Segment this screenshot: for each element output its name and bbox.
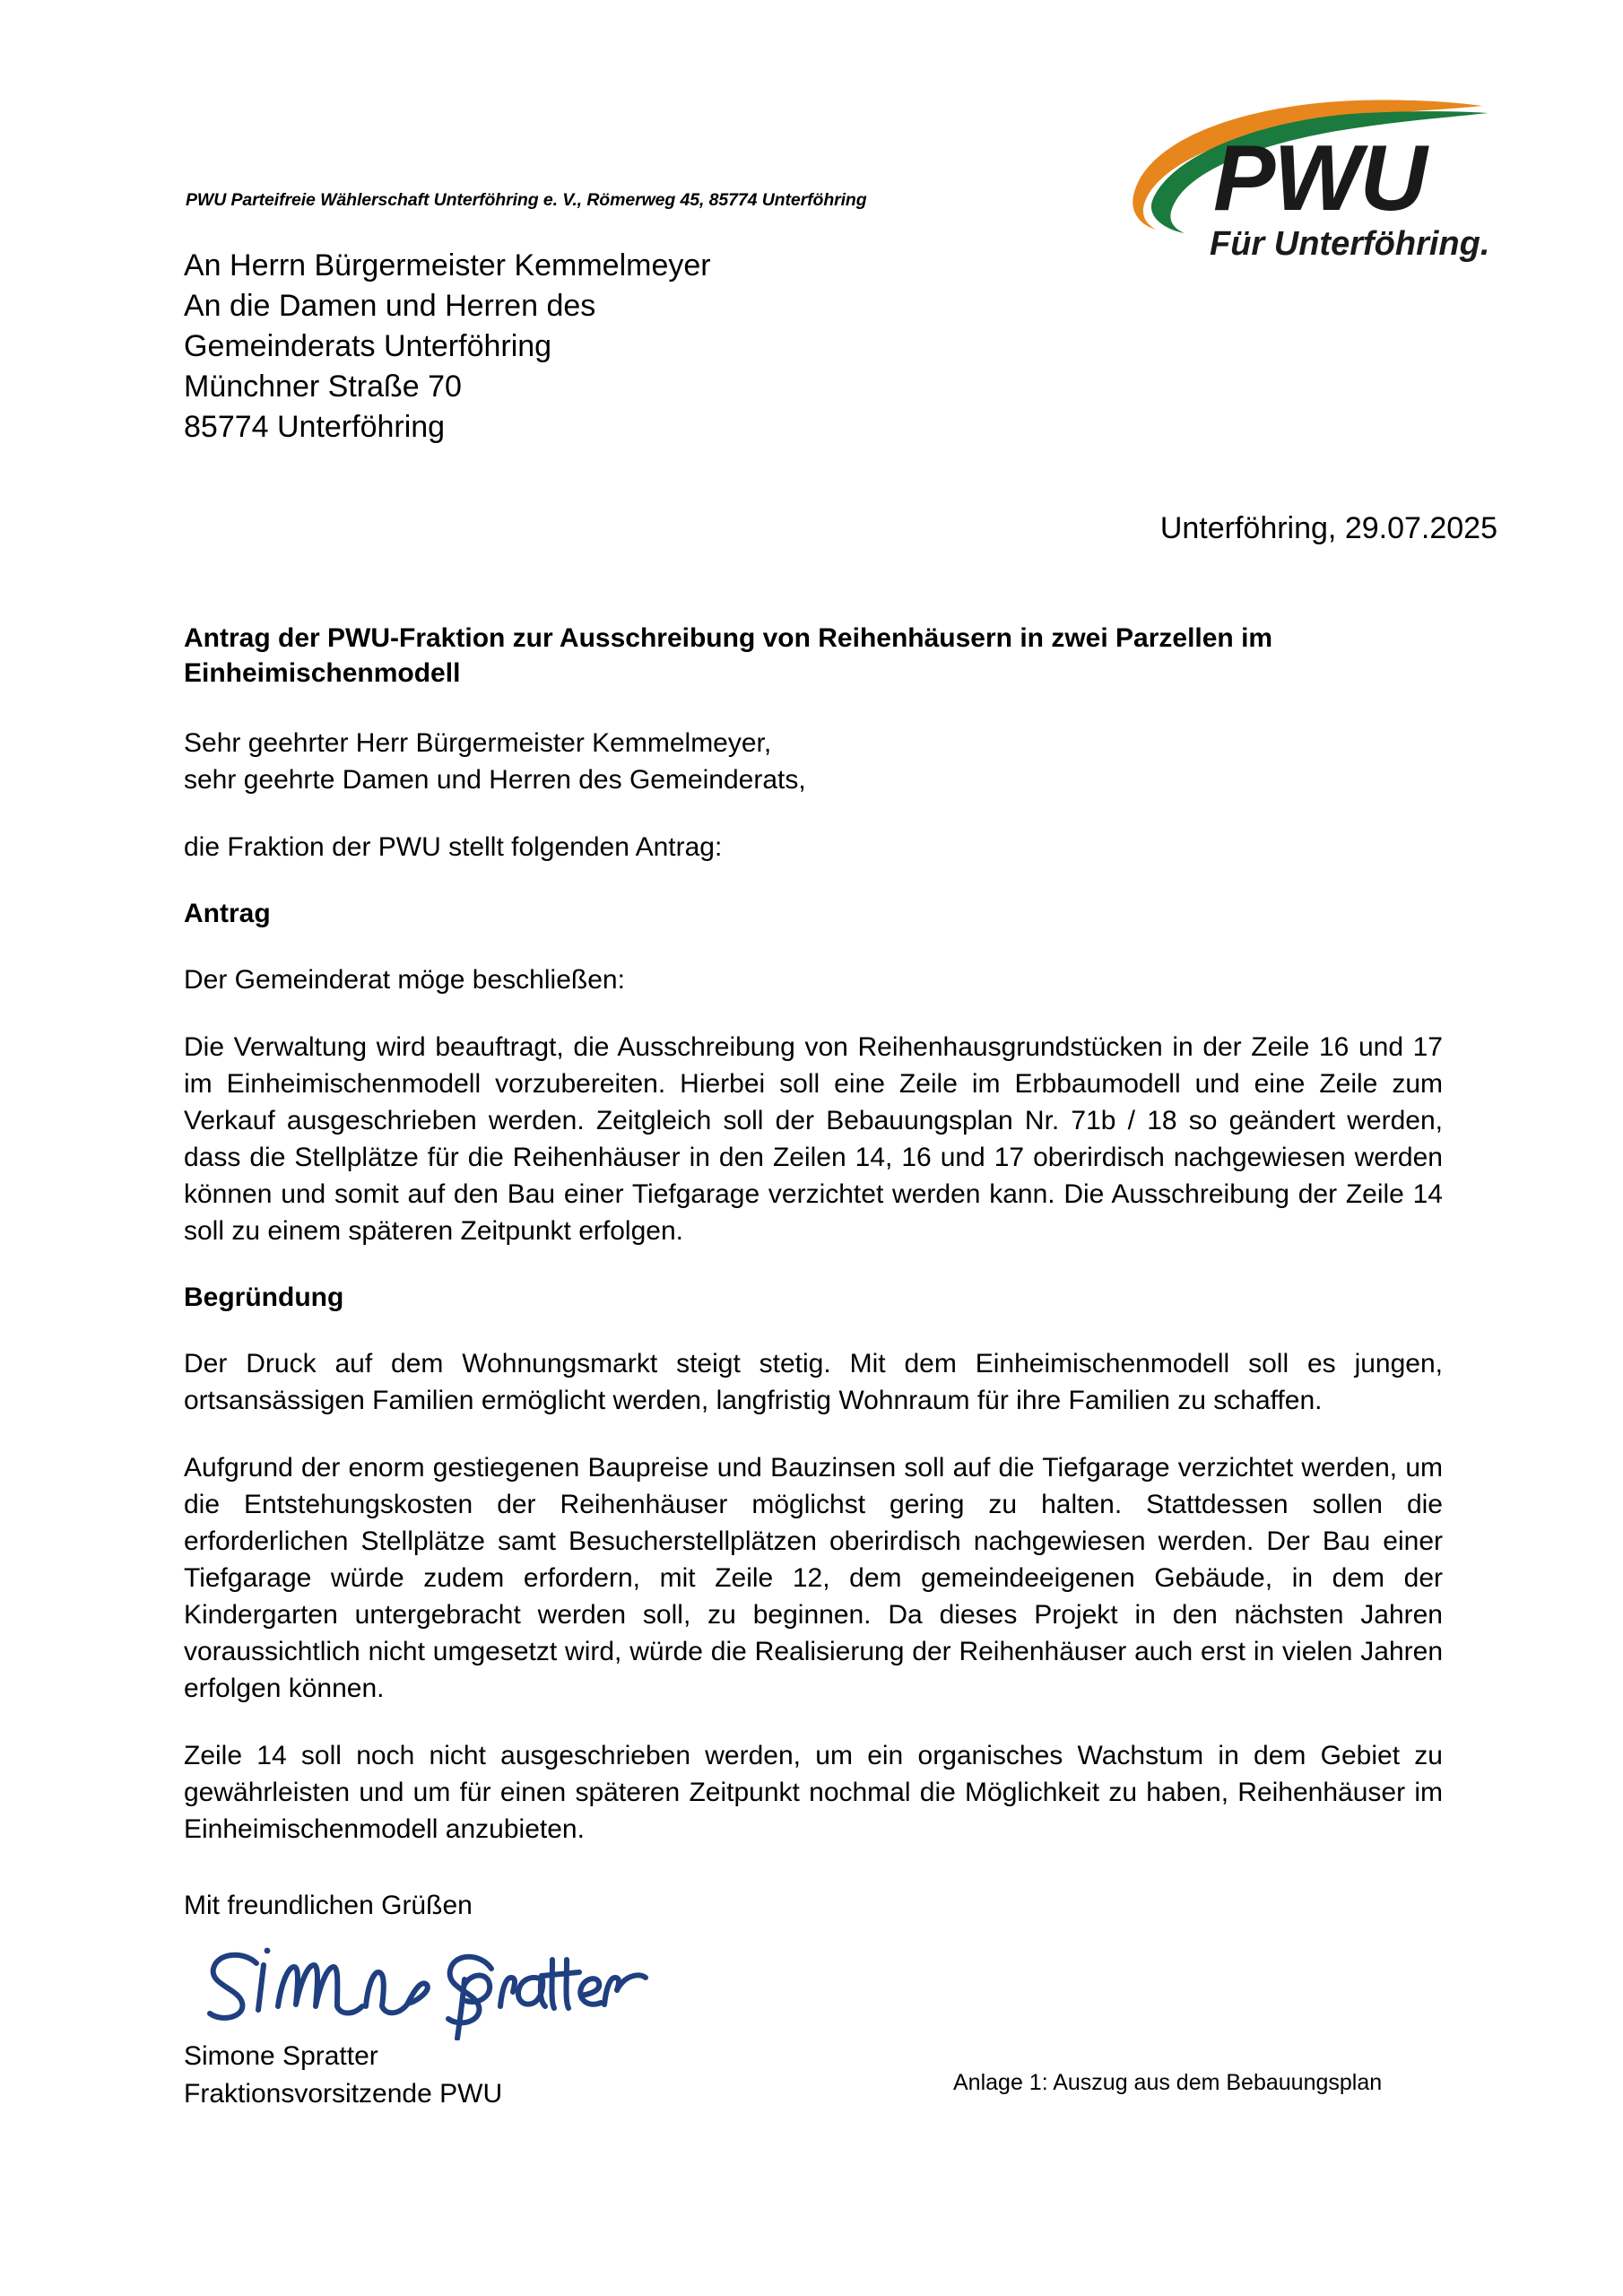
attachment-note: Anlage 1: Auszug aus dem Bebauungsplan [953,2070,1383,2095]
subject-heading: Antrag der PWU-Fraktion zur Ausschreibung von Reihenhäusern in zwei Parzellen im Einheimischenmodell [184,623,1273,688]
salutation [184,725,1443,798]
letter-body [184,621,1443,1848]
recipient-line: Gemeinderats Unterföhring [184,329,552,363]
signer-block [184,2038,502,2113]
begruendung-paragraph-2: Aufgrund der enorm gestiegenen Baupreise und Bauzinsen soll auf die Tiefgarage verzichtet werden, um die Entstehungskosten der Reihenhäuser möglichst gering zu halten. Stattdessen sollen die erforderlichen Stellplätze samt Besucherstellplätzen oberirdisch nachgewiesen werden. Der Bau einer Tiefgarage würde zudem erfordern, mit Zeile 12, dem gemeindeeigenen Gebäude, in dem der Kindergarten untergebracht werden soll, zu beginnen. Da dieses Projekt in den nächsten Jahren voraussichtlich nicht umgesetzt wird, würde die Realisierung der Reihenhäuser auch erst in vielen Jahren erfolgen können. [184,1453,1443,1703]
begruendung-heading: Begründung [184,1283,344,1312]
begruendung-paragraph-3: Zeile 14 soll noch nicht ausgeschrieben werden, um ein organisches Wachstum in dem Gebiet zu gewährleisten und um für einen späteren Zeitpunkt nochmal die Möglichkeit zu haben, Reihenhäuser im Einheimischenmodell anzubieten. [184,1741,1443,1844]
salutation-line: sehr geehrte Damen und Herren des Gemeinderats, [184,765,806,795]
signature-icon [195,1933,662,2040]
pwu-logo-icon [1116,79,1493,267]
closing-line: Mit freundlichen Grüßen [184,1891,473,1920]
pwu-logo [1116,79,1493,267]
antrag-heading: Antrag [184,899,271,928]
begruendung-paragraph-1: Der Druck auf dem Wohnungsmarkt steigt stetig. Mit dem Einheimischenmodell soll es jungen, ortsansässigen Familien ermöglicht werden, langfristig Wohnraum für ihre Familien zu schaffen. [184,1349,1443,1415]
date-line: Unterföhring, 29.07.2025 [1159,511,1497,545]
logo-wordmark: PWU [1213,126,1426,230]
signer-name: Simone Spratter [184,2041,378,2071]
sender-address-line: PWU Parteifreie Wählerschaft Unterföhring e. V., Römerweg 45, 85774 Unterföhring [186,190,867,210]
recipient-line: An die Damen und Herren des [184,289,596,323]
recipient-line: Münchner Straße 70 [184,370,462,404]
logo-tagline: Für Unterföhring. [1210,225,1490,263]
antrag-body: Die Verwaltung wird beauftragt, die Ausschreibung von Reihenhausgrundstücken in der Zeile 16 und 17 im Einheimischenmodell vorzubereiten. Hierbei soll eine Zeile im Erbbaumodell und eine Zeile zum Verkauf ausgeschrieben werden. Zeitgleich soll der Bebauungsplan Nr. 71b / 18 so geändert werden, dass die Stellplätze für die Reihenhäuser in den Zeilen 14, 16 und 17 oberirdisch nachgewiesen werden können und somit auf den Bau einer Tiefgarage verzichtet werden kann. Die Ausschreibung der Zeile 14 soll zu einem späteren Zeitpunkt erfolgen. [184,1032,1443,1246]
recipient-line: An Herrn Bürgermeister Kemmelmeyer [184,248,711,283]
recipient-address [184,246,711,448]
signature [195,1933,662,2040]
signer-role: Fraktionsvorsitzende PWU [184,2079,503,2109]
antrag-lead: Der Gemeinderat möge beschließen: [184,965,625,995]
salutation-line: Sehr geehrter Herr Bürgermeister Kemmelmeyer, [184,728,772,758]
intro-paragraph: die Fraktion der PWU stellt folgenden Antrag: [184,832,723,862]
recipient-line: 85774 Unterföhring [184,410,446,444]
